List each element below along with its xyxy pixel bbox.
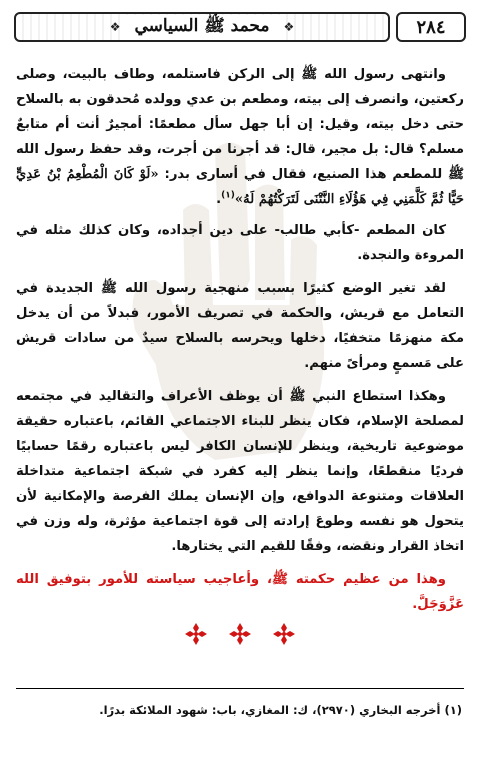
hadith-quote: «لَوْ كَانَ الْمُطْعِمُ بْنُ عَدِيٍّ حَيًّا ثُمَّ كَلَّمَنِي فِي هَؤُلَاءِ النَّتْنَى لَتَرَكْتُهُمْ لَهُ» [16, 167, 464, 207]
footnote-ref: (١) [221, 190, 235, 201]
running-title: محمد ﷺ السياسي [125, 15, 280, 40]
running-title-banner [14, 12, 390, 42]
conclusion-paragraph: وهذا من عظيم حكمته ﷺ، وأعاجيب سياسته للأمور بتوفيق الله عَزَّوَجَلَّ. [16, 572, 464, 612]
paragraph: وانتهى رسول الله ﷺ إلى الركن فاستلمه، وطاف بالبيت، وصلى ركعتين، وانصرف إلى بيته، ومطعم بن عدي وولده مُحدقون به بالسلاح حتى دخل بيته، وقيل: إن أبا جهل سأل مطعمًا: أمجيرٌ أنت أم متابعٌ مسلم؟ قال: بل مجير، قال: قد أجرنا من أجرت، وقد حفظ رسول الله ﷺ للمطعم هذا الصنيع، فقال في أسارى بدر: «لَوْ كَانَ الْمُطْعِمُ بْنُ عَدِيٍّ حَيًّا ثُمَّ كَلَّمَنِي فِي هَؤُلَاءِ النَّتْنَى لَتَرَكْتُهُمْ لَهُ»$^{(١)}$. [16, 67, 465, 207]
floral-ornament-icon [272, 622, 296, 646]
footnote: (١) أخرجه البخاري (٢٩٧٠)، ك: المغازي، باب: شهود الملائكة بدرًا. [99, 703, 462, 717]
floral-ornament-icon [228, 622, 252, 646]
ornament-icon: ❖ [109, 20, 121, 34]
page-number: ٢٨٤ [396, 12, 466, 42]
footnote-divider [16, 688, 464, 689]
main-text [16, 62, 464, 625]
page-header [14, 12, 466, 44]
paragraph: لقد تغير الوضع كثيرًا بسبب منهجية رسول الله ﷺ الجديدة في التعامل مع قريش، والحكمة في تصريف الأمور، فبدلاً من أن يدخل مكة منهزمًا متخفيًا، دخلها ويحرسه بالسلاح سيدٌ من سادات قريش على مَسمعٍ ومرأىً منهم. [16, 281, 464, 371]
paragraph: كان المطعم -كأبي طالب- على دين أجداده، وكان كذلك مثله في المروءة والنجدة. [16, 223, 464, 263]
paragraph: وهكذا استطاع النبي ﷺ أن يوظف الأعراف والتقاليد في مجتمعه لمصلحة الإسلام، فكان ينظر للبناء الاجتماعي القائم، باعتباره حقيقة موضوعية تاريخية، وينظر للإنسان الكافر ليس باعتباره رقمًا حسابيًا فرديًا منقطعًا، وإنما ينظر إليه كفرد في شبكة اجتماعية متداخلة العلاقات ومتنوعة الدوافع، وإن الإنسان يملك الفرصة والإمكانية لأن يتحول هو نفسه وطوعَ إرادته إلى قوة اجتماعية مؤثرة، وله وزن في اتخاذ القرار ونقضه، وفقًا للقيم التي يختارها. [16, 389, 464, 554]
floral-ornament-icon [184, 622, 208, 646]
section-divider [0, 622, 480, 646]
ornament-icon: ❖ [283, 20, 295, 34]
paragraph-text: وانتهى رسول الله ﷺ إلى الركن فاستلمه، وطاف بالبيت، وصلى ركعتين، وانصرف إلى بيته، ومطعم بن عدي وولده مُحدقون به بالسلاح حتى دخل بيته، وقيل: إن أبا جهل سأل مطعمًا: أمجيرٌ أنت أم متابعٌ مسلم؟ قال: بل مجير، قال: قد أجرنا من أجرت، وقد حفظ رسول الله ﷺ للمطعم هذا الصنيع، فقال في أسارى بدر: [16, 67, 465, 182]
